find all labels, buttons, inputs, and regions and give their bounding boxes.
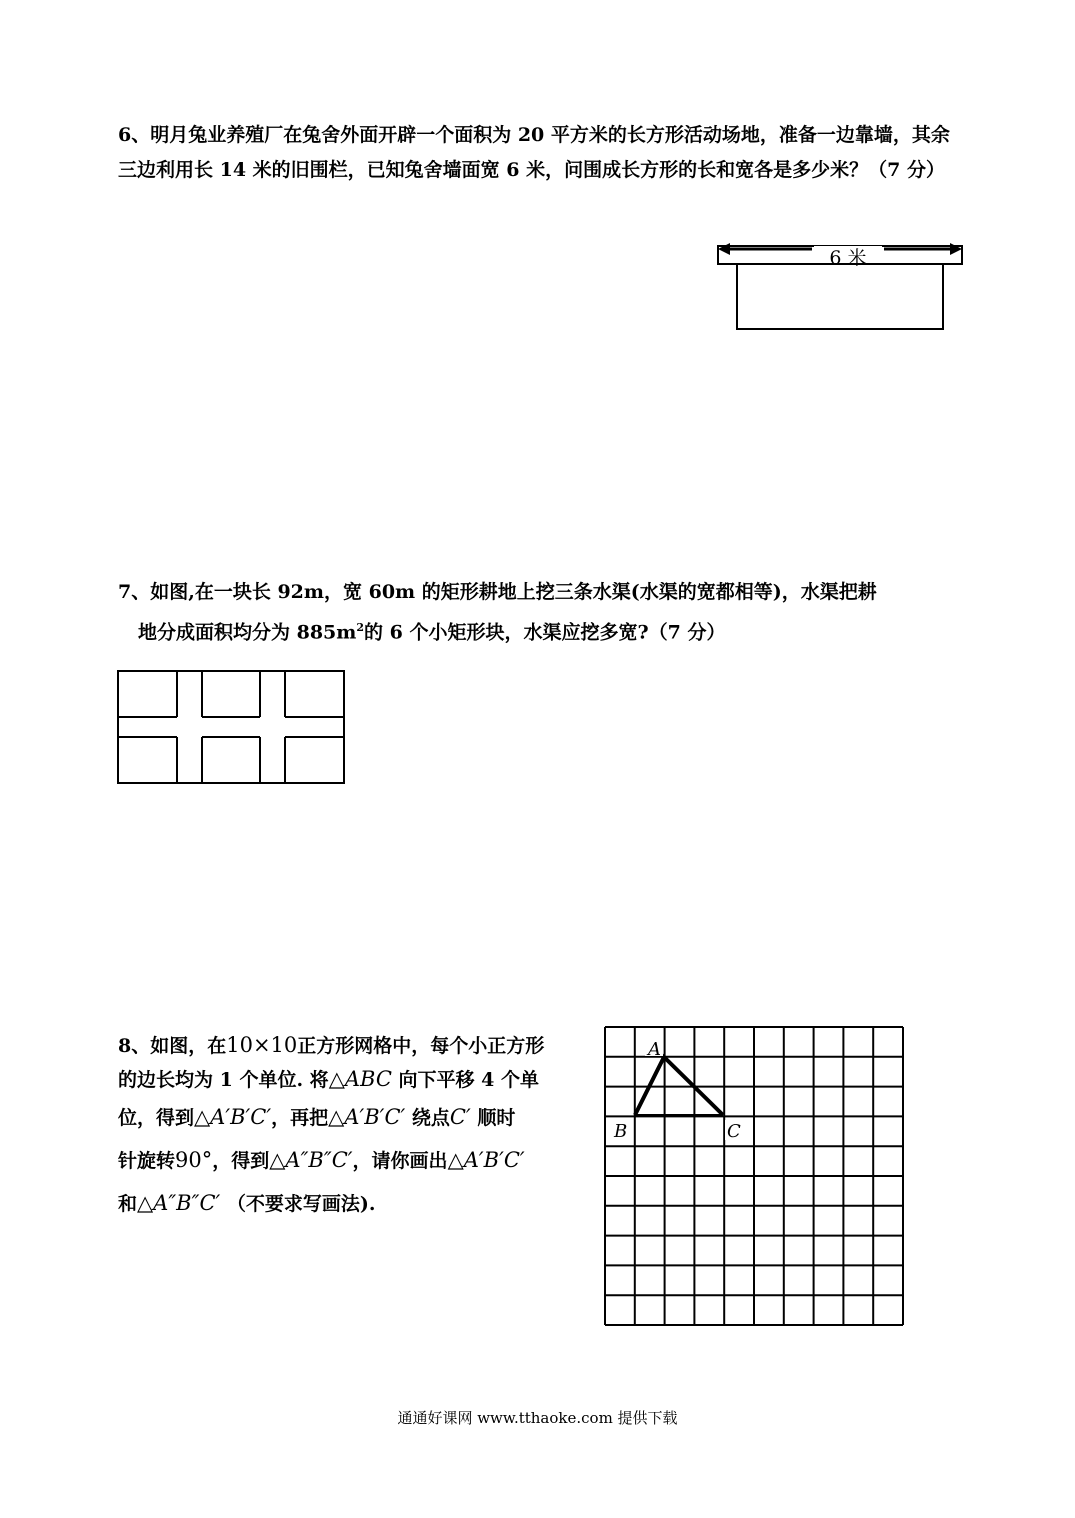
grid-lines	[605, 1027, 903, 1325]
question-7-text	[118, 575, 968, 650]
q8-line-5: 和△A″B″C′ （不要求写画法).	[118, 1191, 376, 1215]
q8-line-3: 位，得到△A′B′C′，再把△A′B′C′ 绕点C′ 顺时	[118, 1105, 516, 1129]
q8-line-1: 8、如图，在10×10正方形网格中，每个小正方形	[118, 1033, 545, 1057]
label-b: B	[614, 1121, 628, 1142]
farmland-figure	[116, 669, 348, 787]
question-8-text	[118, 1028, 588, 1225]
label-a: A	[648, 1039, 661, 1060]
wall-width-label: 6 米	[829, 247, 867, 269]
question-7-line-1: 7、如图,在一块长 92m，宽 60m 的矩形耕地上挖三条水渠(水渠的宽都相等)，水渠把耕	[118, 581, 877, 603]
question-7-line-2: 地分成面积均分为 $885m^2$的 6 个小矩形块，水渠应挖多宽?（7 分）	[138, 621, 726, 644]
square-grid-figure	[604, 1026, 906, 1328]
rabbit-field-figure	[712, 238, 968, 334]
label-c: C	[727, 1121, 741, 1142]
field-rectangle	[737, 264, 943, 329]
footer-text: 通通好课网 www.tthaoke.com 提供下载	[397, 1409, 678, 1427]
q8-line-2: 的边长均为 1 个单位. 将△ABC 向下平移 4 个单	[118, 1067, 539, 1091]
farmland-outer-rect	[118, 671, 344, 783]
question-6-text: 6、明月兔业养殖厂在兔舍外面开辟一个面积为 20 平方米的长方形活动场地，准备一边靠墙，其余三边利用长 14 米的旧围栏，已知兔舍墙面宽 6 米，问围成长方形的长和宽各是多少米？（7 分）	[118, 124, 950, 181]
q8-line-4: 针旋转90°，得到△A″B″C′，请你画出△A′B′C′	[118, 1148, 525, 1172]
